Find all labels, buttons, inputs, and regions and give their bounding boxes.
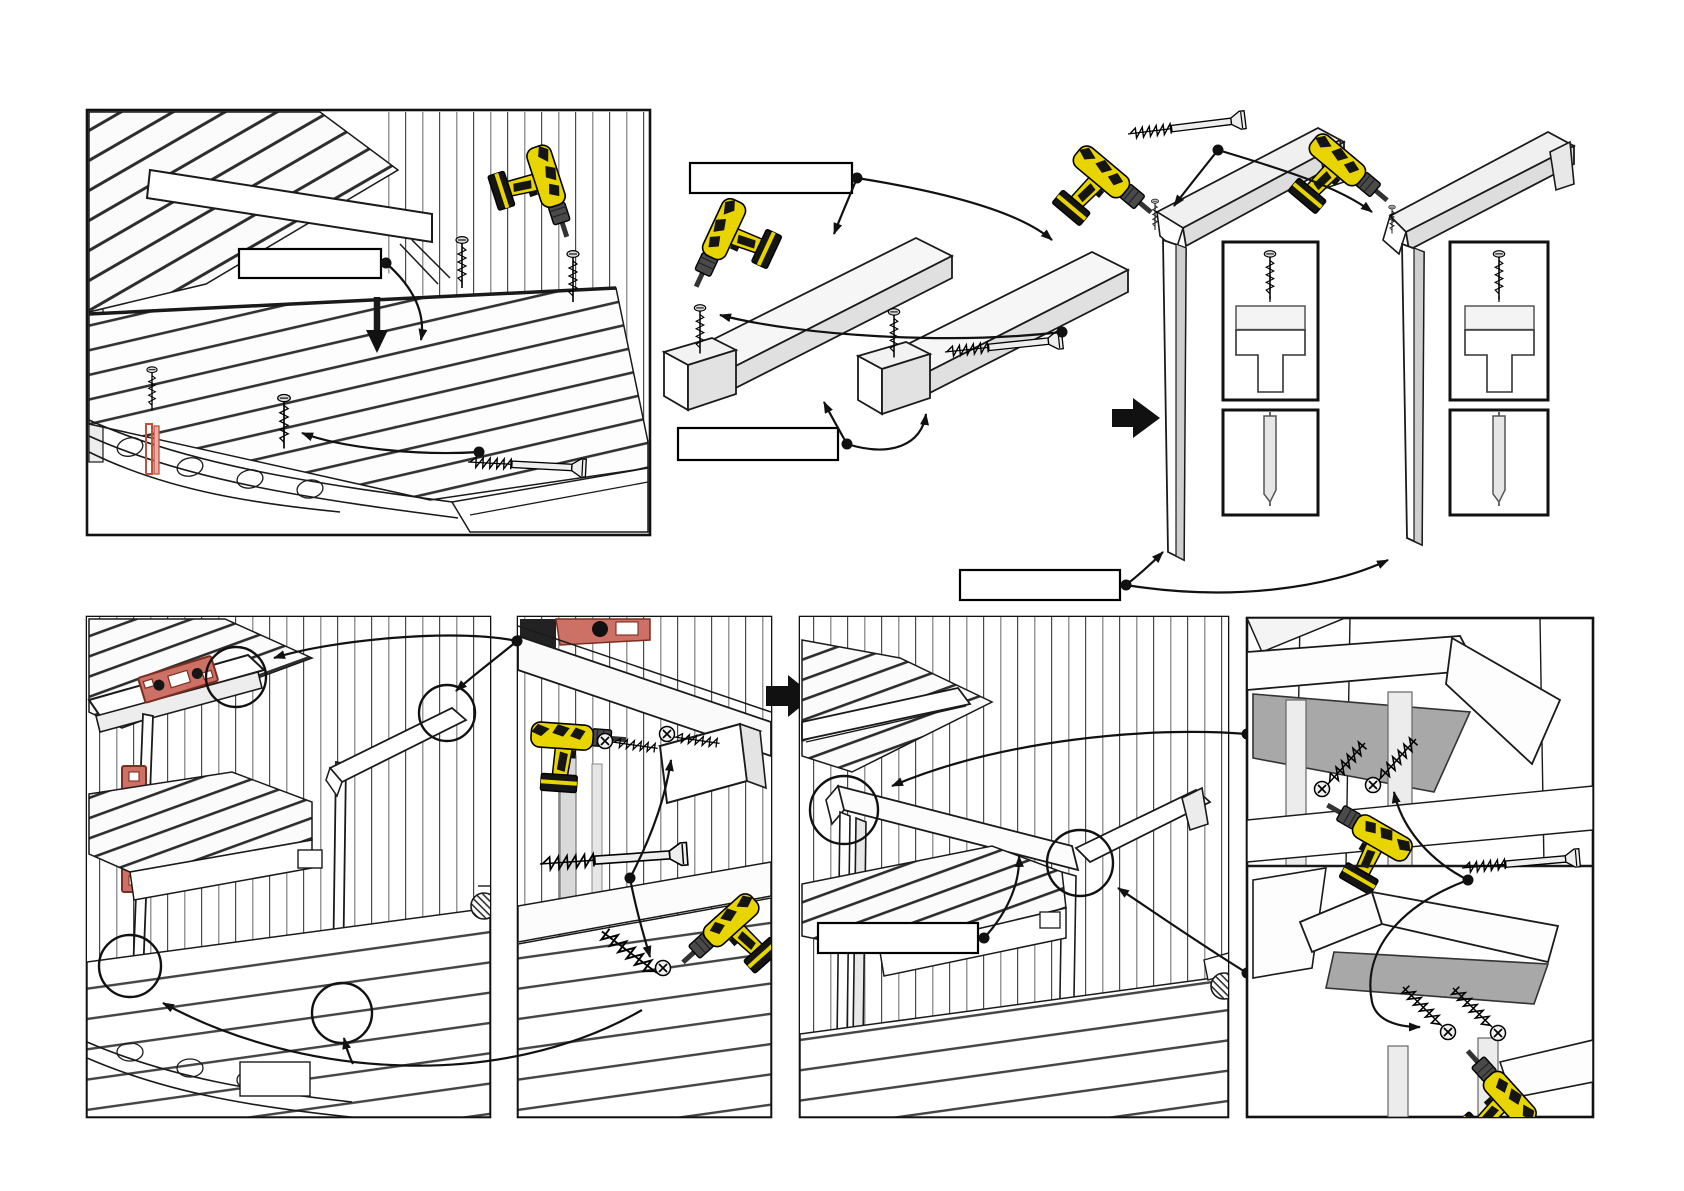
callout-rail-block-bottom (678, 428, 838, 460)
red-trim-board (154, 426, 159, 474)
next-step-arrow-icon (1112, 398, 1160, 438)
screw-head-icon (1366, 778, 1381, 793)
leader-arrow (1126, 552, 1163, 585)
panel-rail-fastening-detail (518, 617, 791, 1117)
post-side (1176, 244, 1186, 560)
stud (1388, 1046, 1408, 1117)
screw-head-icon (1315, 782, 1330, 797)
inset-detail-screw-T (1223, 242, 1318, 400)
panel-posts-with-rails (960, 111, 1574, 600)
callout-cross-rail (818, 923, 978, 953)
leader-arrow (847, 414, 926, 449)
screw-head-icon (1491, 1026, 1506, 1041)
screw-head-icon (598, 734, 613, 749)
panel-cross-rail-installation (800, 617, 1237, 1117)
inset-detail-board-tail (1450, 410, 1548, 515)
post-side (1414, 248, 1424, 545)
armrest-rail-top (1390, 132, 1574, 232)
panel-post-leveling (87, 617, 497, 1118)
panel-bench-seat-screwing (87, 110, 650, 535)
panel-underside-screwing-detail (1247, 618, 1593, 1159)
bench-base-board (240, 1062, 310, 1096)
level-vial (592, 621, 608, 637)
callout-bench-screws (239, 249, 381, 278)
screw-head-icon (656, 961, 671, 976)
inset-detail-board-tail (1223, 410, 1318, 515)
bench-foot (1040, 912, 1060, 928)
level-window (616, 622, 638, 635)
screw-head-icon (1441, 1025, 1456, 1040)
leader-arrow (857, 178, 1052, 240)
callout-post-pair (960, 570, 1120, 600)
screw-icon (1127, 111, 1246, 143)
round-knob (471, 893, 497, 919)
bench-foot (298, 850, 322, 868)
drill-icon (686, 196, 788, 311)
leader-arrow (1126, 560, 1388, 592)
round-knob (1211, 973, 1237, 999)
callout-rail-block-top (690, 163, 852, 193)
drill-icon (1042, 142, 1158, 255)
inset-detail-screw-T (1450, 242, 1548, 400)
screw-head-icon (660, 727, 675, 742)
